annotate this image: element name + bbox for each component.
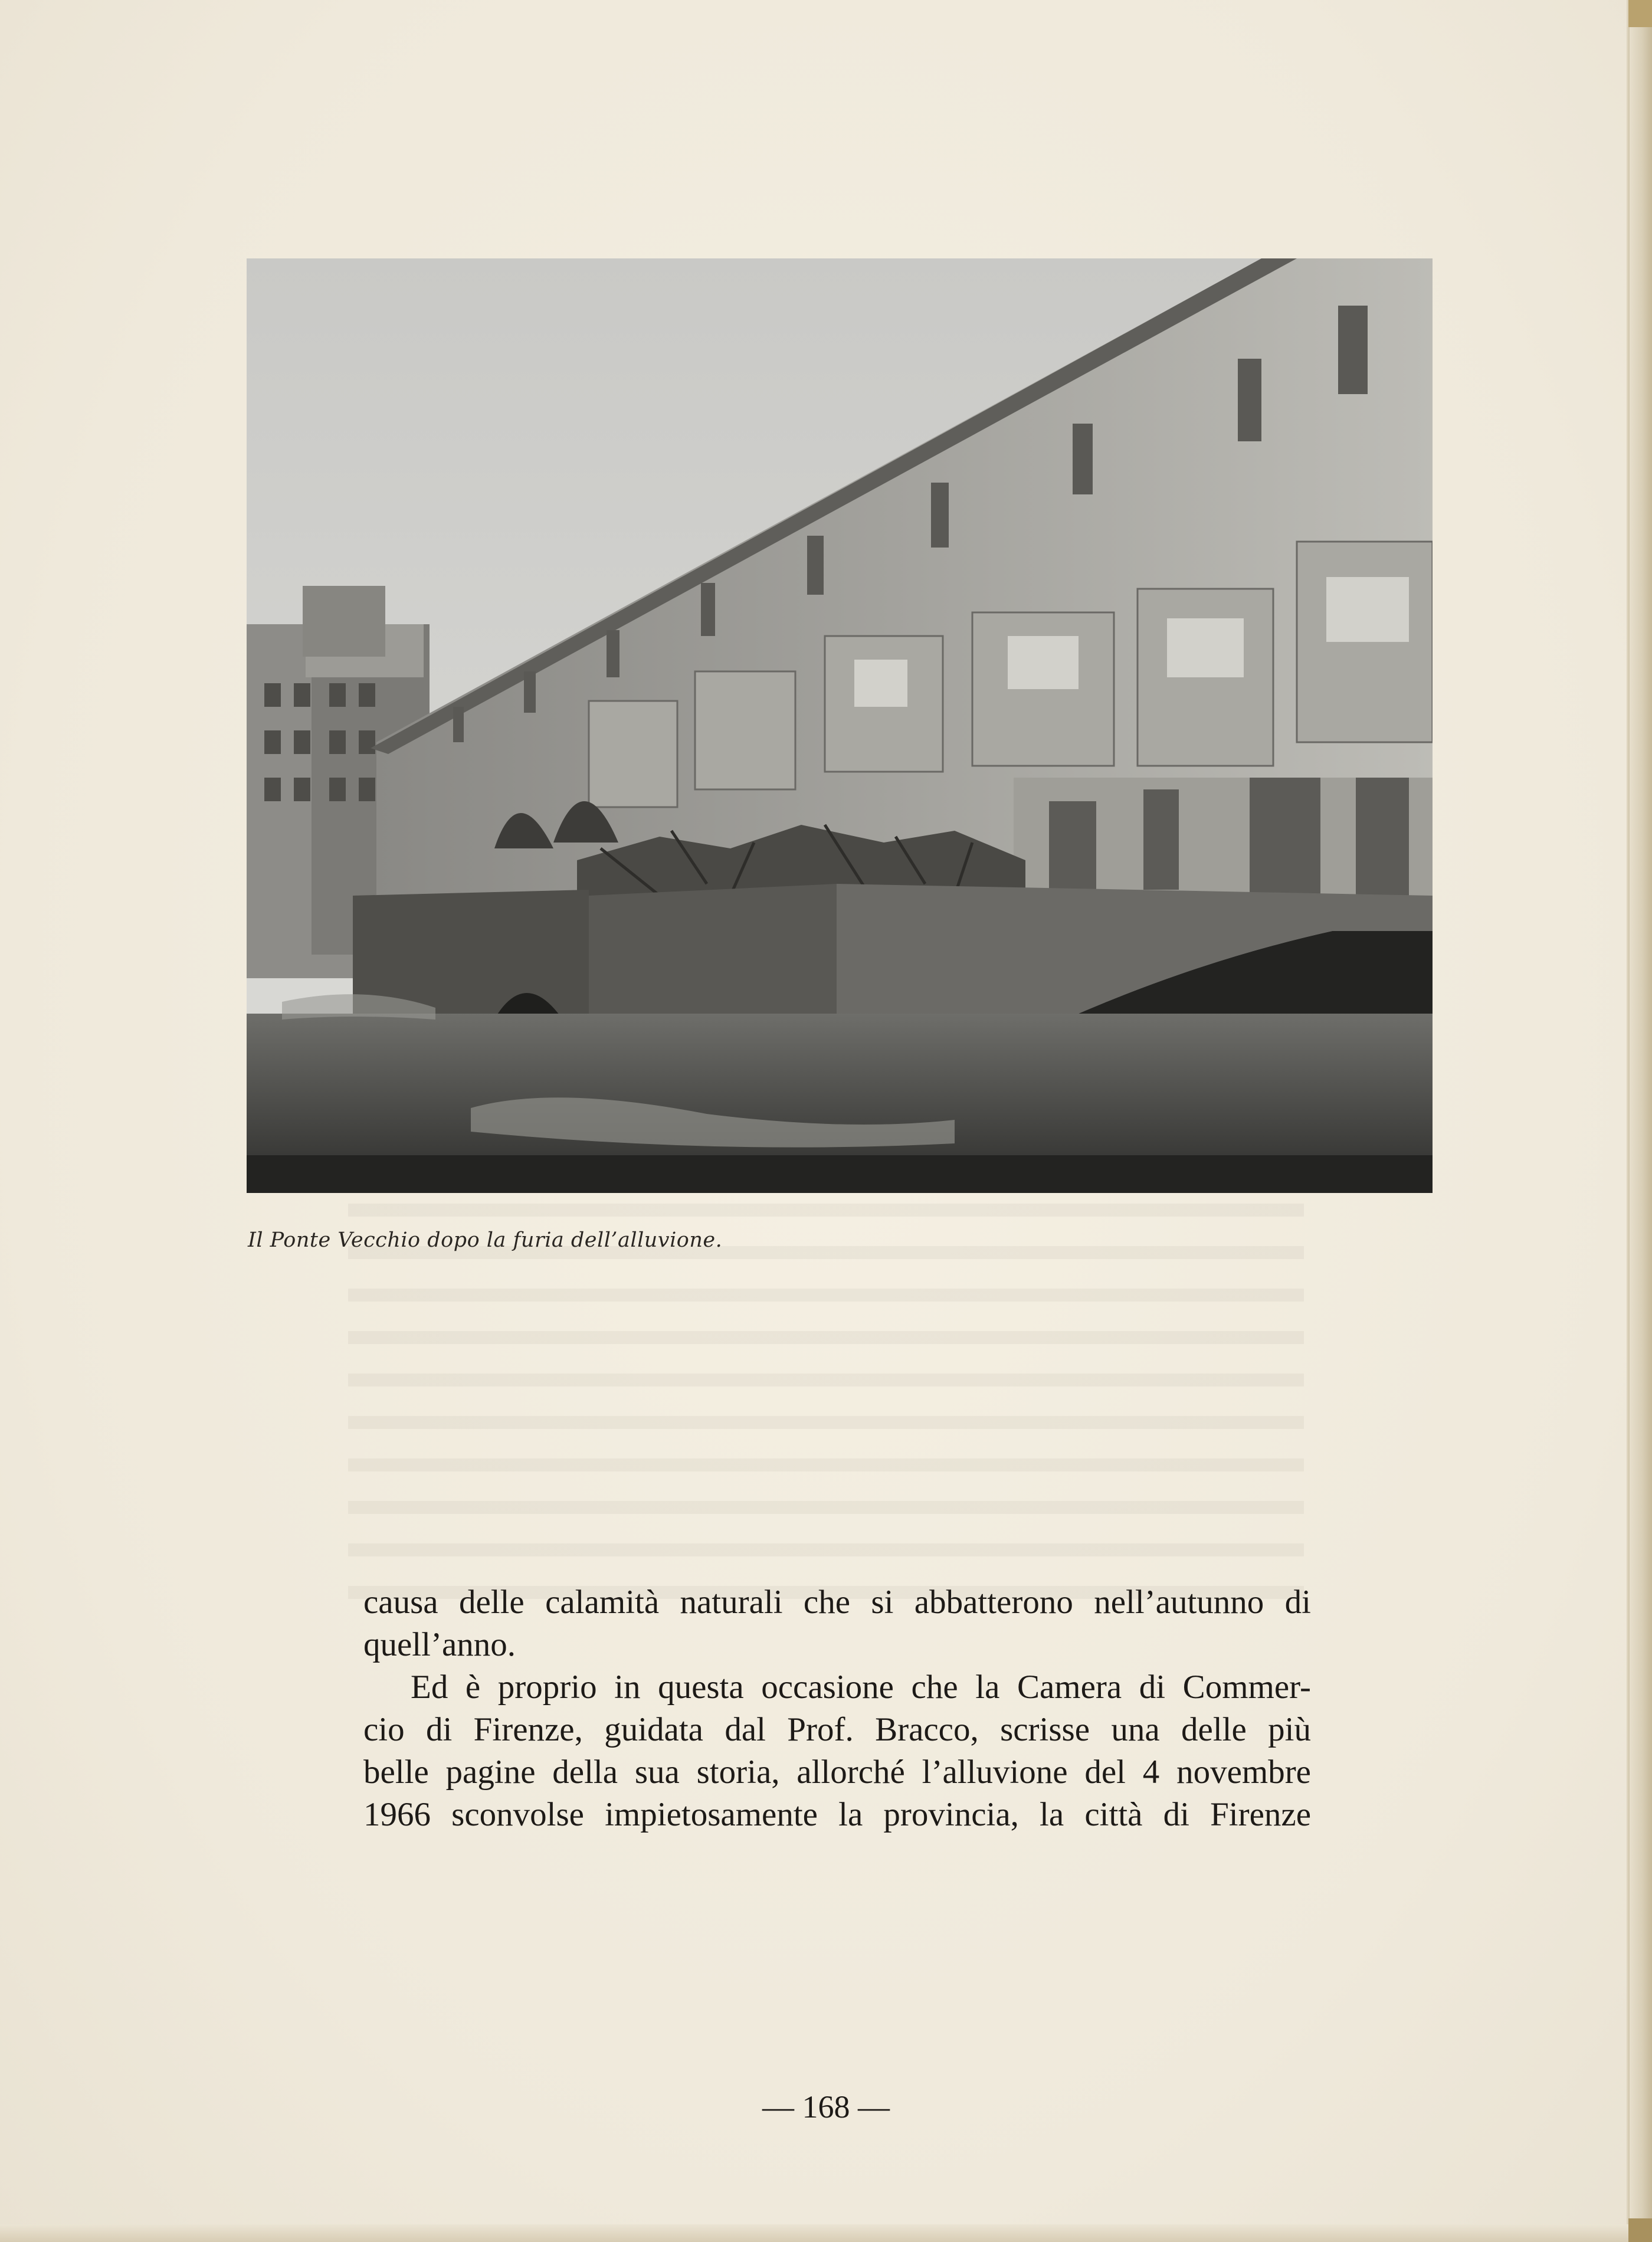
binding-corner-top [1628,0,1652,27]
photograph-ponte-vecchio-icon [247,258,1433,1193]
body-line: quell’anno. [363,1626,516,1663]
body-paragraph [363,1581,1311,1836]
binding-corner-bottom [1628,2218,1652,2242]
page-number: — 168 — [762,2089,890,2125]
photo-caption: Il Ponte Vecchio dopo la furia dell’alluvione. [248,1228,723,1252]
body-line: 1966 sconvolse impietosamente la provincia, la città di Firenze [363,1796,1311,1833]
body-line: belle pagine della sua storia, allorché l’alluvione del 4 novembre [363,1753,1311,1791]
body-line: Ed è proprio in questa occasione che la Camera di Commer- [411,1669,1311,1706]
ponte-vecchio-photograph [247,258,1433,1193]
page-edge [1628,0,1652,2242]
page-bottom-edge [0,2224,1652,2242]
show-through-text [348,1204,1304,1617]
page-edge-line [1627,0,1628,2242]
body-line: causa delle calamità naturali che si abbatterono nell’autunno di [363,1584,1311,1621]
body-line: cio di Firenze, guidata dal Prof. Bracco, scrisse una delle più [363,1711,1311,1748]
